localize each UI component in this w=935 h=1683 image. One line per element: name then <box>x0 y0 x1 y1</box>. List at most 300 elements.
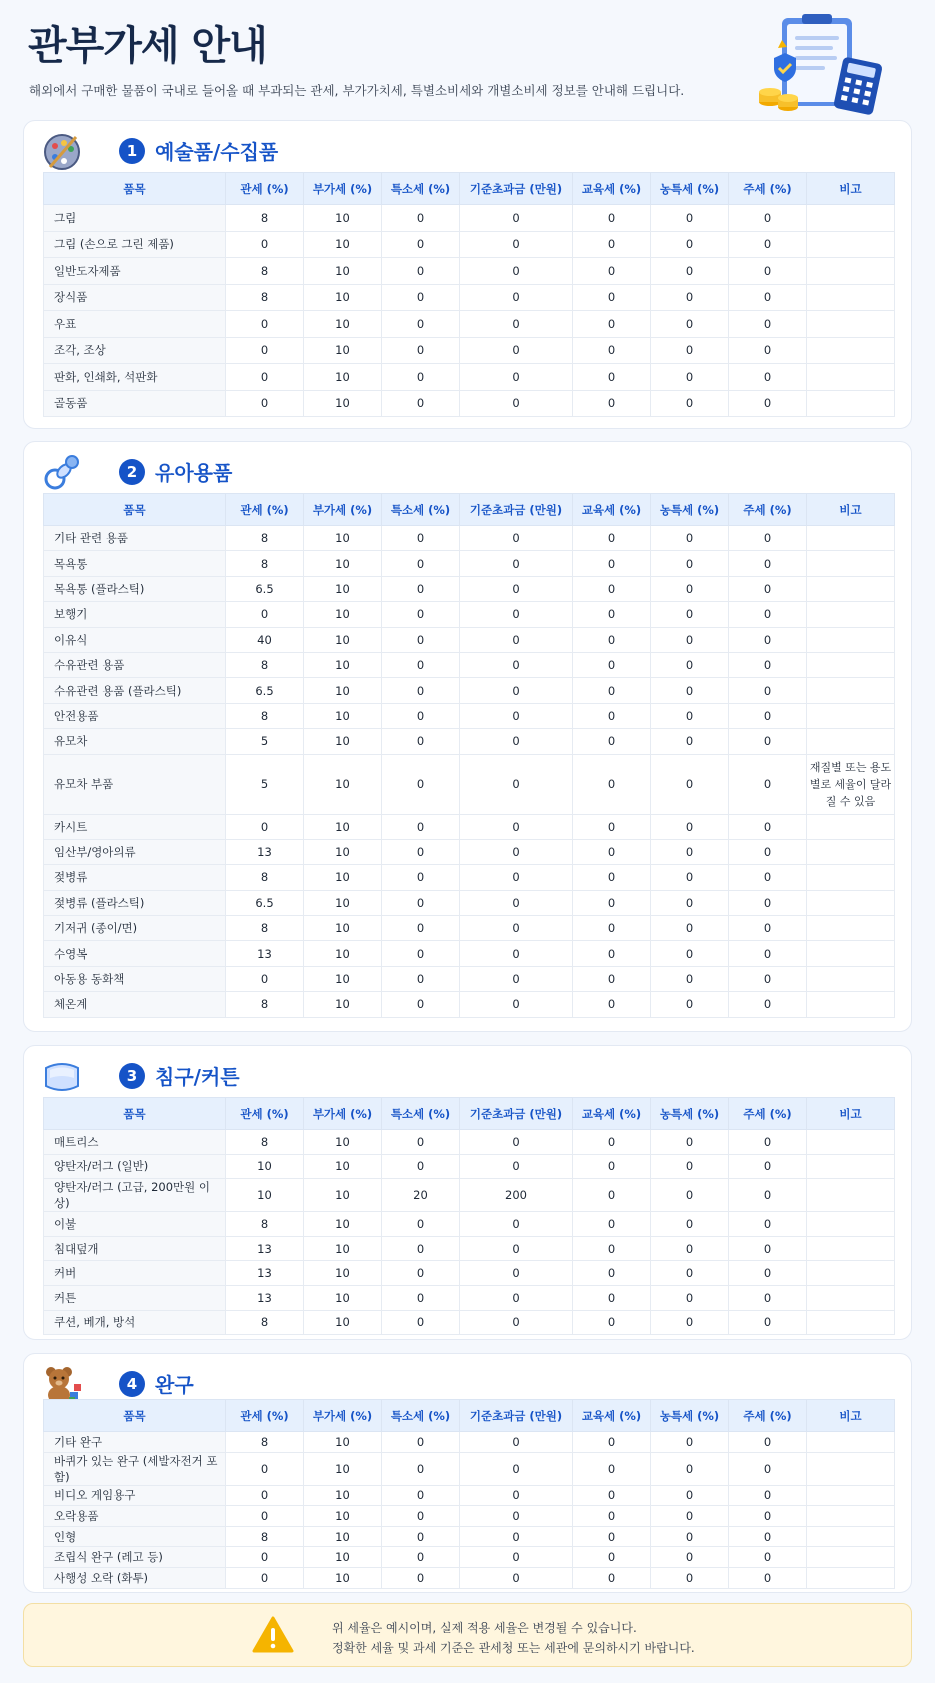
table-row <box>44 941 895 966</box>
tariff-cell: 0 <box>226 231 304 258</box>
threshold-cell: 0 <box>460 231 573 258</box>
threshold-cell: 0 <box>460 627 573 652</box>
rural-cell: 0 <box>651 703 729 728</box>
threshold-cell: 0 <box>460 729 573 754</box>
vat-cell: 10 <box>304 652 382 677</box>
liquor-cell: 0 <box>729 703 807 728</box>
item-name-cell: 장식품 <box>44 284 226 311</box>
liquor-cell: 0 <box>729 311 807 338</box>
liquor-cell: 0 <box>729 916 807 941</box>
edu-cell: 0 <box>573 1310 651 1335</box>
pillow-icon <box>42 1056 82 1096</box>
notice-line-2: 정확한 세율 및 과세 기준은 관세청 또는 세관에 문의하시기 바랍니다. <box>332 1641 695 1655</box>
threshold-cell: 0 <box>460 364 573 391</box>
rate-table-baby <box>43 493 895 1018</box>
note-cell <box>807 839 895 864</box>
special-cell: 0 <box>382 1526 460 1547</box>
vat-cell: 10 <box>304 337 382 364</box>
threshold-cell: 0 <box>460 1154 573 1179</box>
pacifier-icon <box>42 452 82 492</box>
page-header <box>0 0 935 112</box>
table-row <box>44 1310 895 1335</box>
liquor-cell: 0 <box>729 1130 807 1155</box>
column-header-vat: 부가세 (%) <box>304 1098 382 1130</box>
threshold-cell: 0 <box>460 1310 573 1335</box>
special-cell: 0 <box>382 1212 460 1237</box>
item-name-cell: 양탄자/러그 (고급, 200만원 이상) <box>44 1179 226 1212</box>
tariff-cell: 0 <box>226 1485 304 1506</box>
liquor-cell: 0 <box>729 1547 807 1568</box>
edu-cell: 0 <box>573 729 651 754</box>
edu-cell: 0 <box>573 966 651 991</box>
column-header-edu: 교육세 (%) <box>573 494 651 526</box>
tariff-cell: 0 <box>226 1547 304 1568</box>
note-cell <box>807 814 895 839</box>
vat-cell: 10 <box>304 992 382 1017</box>
table-row <box>44 576 895 601</box>
note-cell <box>807 1179 895 1212</box>
tariff-cell: 0 <box>226 966 304 991</box>
note-cell <box>807 992 895 1017</box>
rural-cell: 0 <box>651 390 729 417</box>
threshold-cell: 0 <box>460 1567 573 1588</box>
special-cell: 0 <box>382 1310 460 1335</box>
tariff-cell: 13 <box>226 1261 304 1286</box>
column-header-rural: 농특세 (%) <box>651 1400 729 1432</box>
vat-cell: 10 <box>304 602 382 627</box>
section-header <box>42 121 642 175</box>
table-row <box>44 890 895 915</box>
threshold-cell: 0 <box>460 551 573 576</box>
special-cell: 0 <box>382 1547 460 1568</box>
item-name-cell: 우표 <box>44 311 226 338</box>
table-row <box>44 1212 895 1237</box>
vat-cell: 10 <box>304 258 382 285</box>
vat-cell: 10 <box>304 526 382 551</box>
item-name-cell: 수영복 <box>44 941 226 966</box>
column-header-rural: 농특세 (%) <box>651 1098 729 1130</box>
rural-cell: 0 <box>651 1485 729 1506</box>
tariff-cell: 0 <box>226 1506 304 1527</box>
threshold-cell: 0 <box>460 1261 573 1286</box>
vat-cell: 10 <box>304 1547 382 1568</box>
note-cell <box>807 1485 895 1506</box>
rural-cell: 0 <box>651 1285 729 1310</box>
edu-cell: 0 <box>573 284 651 311</box>
column-header-tariff: 관세 (%) <box>226 1098 304 1130</box>
edu-cell: 0 <box>573 1236 651 1261</box>
note-cell <box>807 1526 895 1547</box>
special-cell: 0 <box>382 1567 460 1588</box>
liquor-cell: 0 <box>729 839 807 864</box>
rural-cell: 0 <box>651 258 729 285</box>
rural-cell: 0 <box>651 1547 729 1568</box>
column-header-special: 특소세 (%) <box>382 494 460 526</box>
liquor-cell: 0 <box>729 865 807 890</box>
item-name-cell: 목욕통 <box>44 551 226 576</box>
table-row <box>44 284 895 311</box>
table-row <box>44 729 895 754</box>
column-header-tariff: 관세 (%) <box>226 494 304 526</box>
special-cell: 0 <box>382 231 460 258</box>
special-cell: 0 <box>382 703 460 728</box>
vat-cell: 10 <box>304 1179 382 1212</box>
section-title: 침구/커튼 <box>155 1065 240 1089</box>
vat-cell: 10 <box>304 1285 382 1310</box>
special-cell: 0 <box>382 1154 460 1179</box>
special-cell: 0 <box>382 992 460 1017</box>
rural-cell: 0 <box>651 284 729 311</box>
threshold-cell: 0 <box>460 1212 573 1237</box>
page-title: 관부가세 안내 <box>28 23 267 69</box>
note-cell <box>807 1261 895 1286</box>
table-header-row <box>44 494 895 526</box>
edu-cell: 0 <box>573 941 651 966</box>
special-cell: 0 <box>382 1452 460 1485</box>
threshold-cell: 0 <box>460 1130 573 1155</box>
special-cell: 0 <box>382 258 460 285</box>
edu-cell: 0 <box>573 1212 651 1237</box>
item-name-cell: 그림 <box>44 205 226 232</box>
edu-cell: 0 <box>573 992 651 1017</box>
table-row <box>44 205 895 232</box>
tariff-cell: 0 <box>226 1567 304 1588</box>
threshold-cell: 0 <box>460 205 573 232</box>
tariff-cell: 8 <box>226 1130 304 1155</box>
item-name-cell: 기저귀 (종이/면) <box>44 916 226 941</box>
liquor-cell: 0 <box>729 258 807 285</box>
rural-cell: 0 <box>651 364 729 391</box>
tariff-cell: 13 <box>226 1236 304 1261</box>
vat-cell: 10 <box>304 284 382 311</box>
rural-cell: 0 <box>651 311 729 338</box>
rural-cell: 0 <box>651 1212 729 1237</box>
vat-cell: 10 <box>304 839 382 864</box>
note-cell <box>807 526 895 551</box>
liquor-cell: 0 <box>729 729 807 754</box>
item-name-cell: 일반도자제품 <box>44 258 226 285</box>
note-cell <box>807 916 895 941</box>
vat-cell: 10 <box>304 205 382 232</box>
tariff-cell: 10 <box>226 1154 304 1179</box>
liquor-cell: 0 <box>729 1236 807 1261</box>
special-cell: 0 <box>382 1236 460 1261</box>
vat-cell: 10 <box>304 678 382 703</box>
rate-table-art <box>43 172 895 417</box>
column-header-edu: 교육세 (%) <box>573 1098 651 1130</box>
note-cell <box>807 1285 895 1310</box>
rural-cell: 0 <box>651 992 729 1017</box>
liquor-cell: 0 <box>729 890 807 915</box>
tariff-cell: 8 <box>226 703 304 728</box>
rural-cell: 0 <box>651 1310 729 1335</box>
rural-cell: 0 <box>651 865 729 890</box>
tariff-cell: 6.5 <box>226 576 304 601</box>
column-header-threshold: 기준초과금 (만원) <box>460 1098 573 1130</box>
edu-cell: 0 <box>573 337 651 364</box>
clipboard-calculator-illustration <box>758 12 903 117</box>
table-header-row <box>44 173 895 205</box>
item-name-cell: 카시트 <box>44 814 226 839</box>
table-row <box>44 1130 895 1155</box>
tariff-cell: 13 <box>226 1285 304 1310</box>
table-row <box>44 1285 895 1310</box>
note-cell <box>807 678 895 703</box>
edu-cell: 0 <box>573 865 651 890</box>
note-cell <box>807 1236 895 1261</box>
threshold-cell: 0 <box>460 865 573 890</box>
edu-cell: 0 <box>573 576 651 601</box>
tariff-cell: 8 <box>226 1526 304 1547</box>
edu-cell: 0 <box>573 1179 651 1212</box>
item-name-cell: 기타 관련 용품 <box>44 526 226 551</box>
tariff-cell: 0 <box>226 337 304 364</box>
item-name-cell: 목욕통 (플라스틱) <box>44 576 226 601</box>
item-name-cell: 체온계 <box>44 992 226 1017</box>
liquor-cell: 0 <box>729 941 807 966</box>
rural-cell: 0 <box>651 1506 729 1527</box>
table-row <box>44 1485 895 1506</box>
vat-cell: 10 <box>304 1212 382 1237</box>
edu-cell: 0 <box>573 890 651 915</box>
vat-cell: 10 <box>304 1310 382 1335</box>
table-row <box>44 703 895 728</box>
special-cell: 0 <box>382 311 460 338</box>
special-cell: 0 <box>382 865 460 890</box>
notice-text <box>332 1618 695 1658</box>
notice-box <box>23 1603 912 1667</box>
special-cell: 0 <box>382 364 460 391</box>
note-cell <box>807 703 895 728</box>
threshold-cell: 0 <box>460 1432 573 1453</box>
section-number: 2 <box>119 459 145 485</box>
edu-cell: 0 <box>573 1567 651 1588</box>
threshold-cell: 0 <box>460 337 573 364</box>
item-name-cell: 오락용품 <box>44 1506 226 1527</box>
column-header-liquor: 주세 (%) <box>729 494 807 526</box>
edu-cell: 0 <box>573 602 651 627</box>
tariff-cell: 6.5 <box>226 890 304 915</box>
special-cell: 0 <box>382 1261 460 1286</box>
column-header-threshold: 기준초과금 (만원) <box>460 1400 573 1432</box>
note-cell <box>807 1212 895 1237</box>
table-row <box>44 231 895 258</box>
item-name-cell: 이불 <box>44 1212 226 1237</box>
column-header-vat: 부가세 (%) <box>304 173 382 205</box>
tariff-cell: 13 <box>226 941 304 966</box>
column-header-note: 비고 <box>807 1400 895 1432</box>
threshold-cell: 0 <box>460 814 573 839</box>
special-cell: 0 <box>382 678 460 703</box>
item-name-cell: 바퀴가 있는 완구 (세발자전거 포함) <box>44 1452 226 1485</box>
table-row <box>44 1452 895 1485</box>
tariff-cell: 8 <box>226 1212 304 1237</box>
tariff-cell: 13 <box>226 839 304 864</box>
note-cell <box>807 627 895 652</box>
special-cell: 0 <box>382 284 460 311</box>
rural-cell: 0 <box>651 627 729 652</box>
rural-cell: 0 <box>651 729 729 754</box>
column-header-tariff: 관세 (%) <box>226 173 304 205</box>
rural-cell: 0 <box>651 916 729 941</box>
liquor-cell: 0 <box>729 205 807 232</box>
item-name-cell: 사행성 오락 (화투) <box>44 1567 226 1588</box>
note-cell <box>807 652 895 677</box>
edu-cell: 0 <box>573 839 651 864</box>
table-row <box>44 1506 895 1527</box>
tariff-cell: 8 <box>226 652 304 677</box>
liquor-cell: 0 <box>729 1285 807 1310</box>
tariff-cell: 8 <box>226 284 304 311</box>
liquor-cell: 0 <box>729 1567 807 1588</box>
table-row <box>44 364 895 391</box>
edu-cell: 0 <box>573 754 651 814</box>
threshold-cell: 200 <box>460 1179 573 1212</box>
table-row <box>44 1154 895 1179</box>
section-toys <box>23 1353 912 1593</box>
rural-cell: 0 <box>651 1432 729 1453</box>
note-cell <box>807 1567 895 1588</box>
rural-cell: 0 <box>651 1236 729 1261</box>
tariff-cell: 8 <box>226 1432 304 1453</box>
threshold-cell: 0 <box>460 576 573 601</box>
table-row <box>44 627 895 652</box>
liquor-cell: 0 <box>729 1526 807 1547</box>
threshold-cell: 0 <box>460 1506 573 1527</box>
threshold-cell: 0 <box>460 1236 573 1261</box>
section-art <box>23 120 912 429</box>
vat-cell: 10 <box>304 311 382 338</box>
tariff-cell: 8 <box>226 916 304 941</box>
column-header-special: 특소세 (%) <box>382 1400 460 1432</box>
rural-cell: 0 <box>651 941 729 966</box>
threshold-cell: 0 <box>460 966 573 991</box>
note-cell <box>807 1154 895 1179</box>
note-cell <box>807 941 895 966</box>
section-baby <box>23 441 912 1032</box>
column-header-threshold: 기준초과금 (만원) <box>460 173 573 205</box>
item-name-cell: 커버 <box>44 1261 226 1286</box>
column-header-note: 비고 <box>807 494 895 526</box>
vat-cell: 10 <box>304 754 382 814</box>
note-cell <box>807 966 895 991</box>
column-header-item: 품목 <box>44 1400 226 1432</box>
table-row <box>44 390 895 417</box>
item-name-cell: 안전용품 <box>44 703 226 728</box>
column-header-special: 특소세 (%) <box>382 1098 460 1130</box>
column-header-vat: 부가세 (%) <box>304 494 382 526</box>
rural-cell: 0 <box>651 526 729 551</box>
table-row <box>44 678 895 703</box>
rural-cell: 0 <box>651 839 729 864</box>
note-cell <box>807 890 895 915</box>
tariff-cell: 8 <box>226 551 304 576</box>
column-header-rural: 농특세 (%) <box>651 494 729 526</box>
vat-cell: 10 <box>304 703 382 728</box>
note-cell <box>807 1506 895 1527</box>
tariff-cell: 0 <box>226 364 304 391</box>
rural-cell: 0 <box>651 652 729 677</box>
liquor-cell: 0 <box>729 231 807 258</box>
item-name-cell: 임산부/영아의류 <box>44 839 226 864</box>
tariff-cell: 8 <box>226 526 304 551</box>
tariff-cell: 8 <box>226 205 304 232</box>
table-row <box>44 839 895 864</box>
special-cell: 0 <box>382 652 460 677</box>
note-cell <box>807 284 895 311</box>
vat-cell: 10 <box>304 576 382 601</box>
item-name-cell: 보행기 <box>44 602 226 627</box>
note-cell <box>807 602 895 627</box>
section-title: 예술품/수집품 <box>155 140 279 164</box>
threshold-cell: 0 <box>460 941 573 966</box>
special-cell: 0 <box>382 916 460 941</box>
table-row <box>44 916 895 941</box>
threshold-cell: 0 <box>460 390 573 417</box>
table-row <box>44 1261 895 1286</box>
edu-cell: 0 <box>573 703 651 728</box>
column-header-rural: 농특세 (%) <box>651 173 729 205</box>
vat-cell: 10 <box>304 627 382 652</box>
note-cell <box>807 1310 895 1335</box>
rural-cell: 0 <box>651 1526 729 1547</box>
liquor-cell: 0 <box>729 526 807 551</box>
liquor-cell: 0 <box>729 966 807 991</box>
tariff-cell: 5 <box>226 754 304 814</box>
rural-cell: 0 <box>651 1130 729 1155</box>
threshold-cell: 0 <box>460 839 573 864</box>
liquor-cell: 0 <box>729 814 807 839</box>
edu-cell: 0 <box>573 1506 651 1527</box>
section-header <box>42 442 642 496</box>
liquor-cell: 0 <box>729 627 807 652</box>
table-row <box>44 1432 895 1453</box>
section-header <box>42 1046 642 1100</box>
note-cell <box>807 865 895 890</box>
vat-cell: 10 <box>304 1485 382 1506</box>
item-name-cell: 양탄자/러그 (일반) <box>44 1154 226 1179</box>
table-row <box>44 966 895 991</box>
item-name-cell: 판화, 인쇄화, 석판화 <box>44 364 226 391</box>
table-row <box>44 1179 895 1212</box>
threshold-cell: 0 <box>460 311 573 338</box>
tariff-cell: 0 <box>226 814 304 839</box>
special-cell: 0 <box>382 890 460 915</box>
special-cell: 0 <box>382 576 460 601</box>
threshold-cell: 0 <box>460 258 573 285</box>
note-cell <box>807 205 895 232</box>
tariff-cell: 5 <box>226 729 304 754</box>
table-row <box>44 311 895 338</box>
edu-cell: 0 <box>573 652 651 677</box>
special-cell: 0 <box>382 839 460 864</box>
threshold-cell: 0 <box>460 678 573 703</box>
warning-icon <box>252 1616 294 1654</box>
threshold-cell: 0 <box>460 284 573 311</box>
item-name-cell: 수유관련 용품 <box>44 652 226 677</box>
vat-cell: 10 <box>304 231 382 258</box>
tariff-cell: 10 <box>226 1179 304 1212</box>
note-cell <box>807 1432 895 1453</box>
edu-cell: 0 <box>573 1452 651 1485</box>
threshold-cell: 0 <box>460 652 573 677</box>
rural-cell: 0 <box>651 1154 729 1179</box>
notice-line-1: 위 세율은 예시이며, 실제 적용 세율은 변경될 수 있습니다. <box>332 1621 637 1635</box>
vat-cell: 10 <box>304 1236 382 1261</box>
vat-cell: 10 <box>304 364 382 391</box>
edu-cell: 0 <box>573 526 651 551</box>
section-number: 1 <box>119 138 145 164</box>
